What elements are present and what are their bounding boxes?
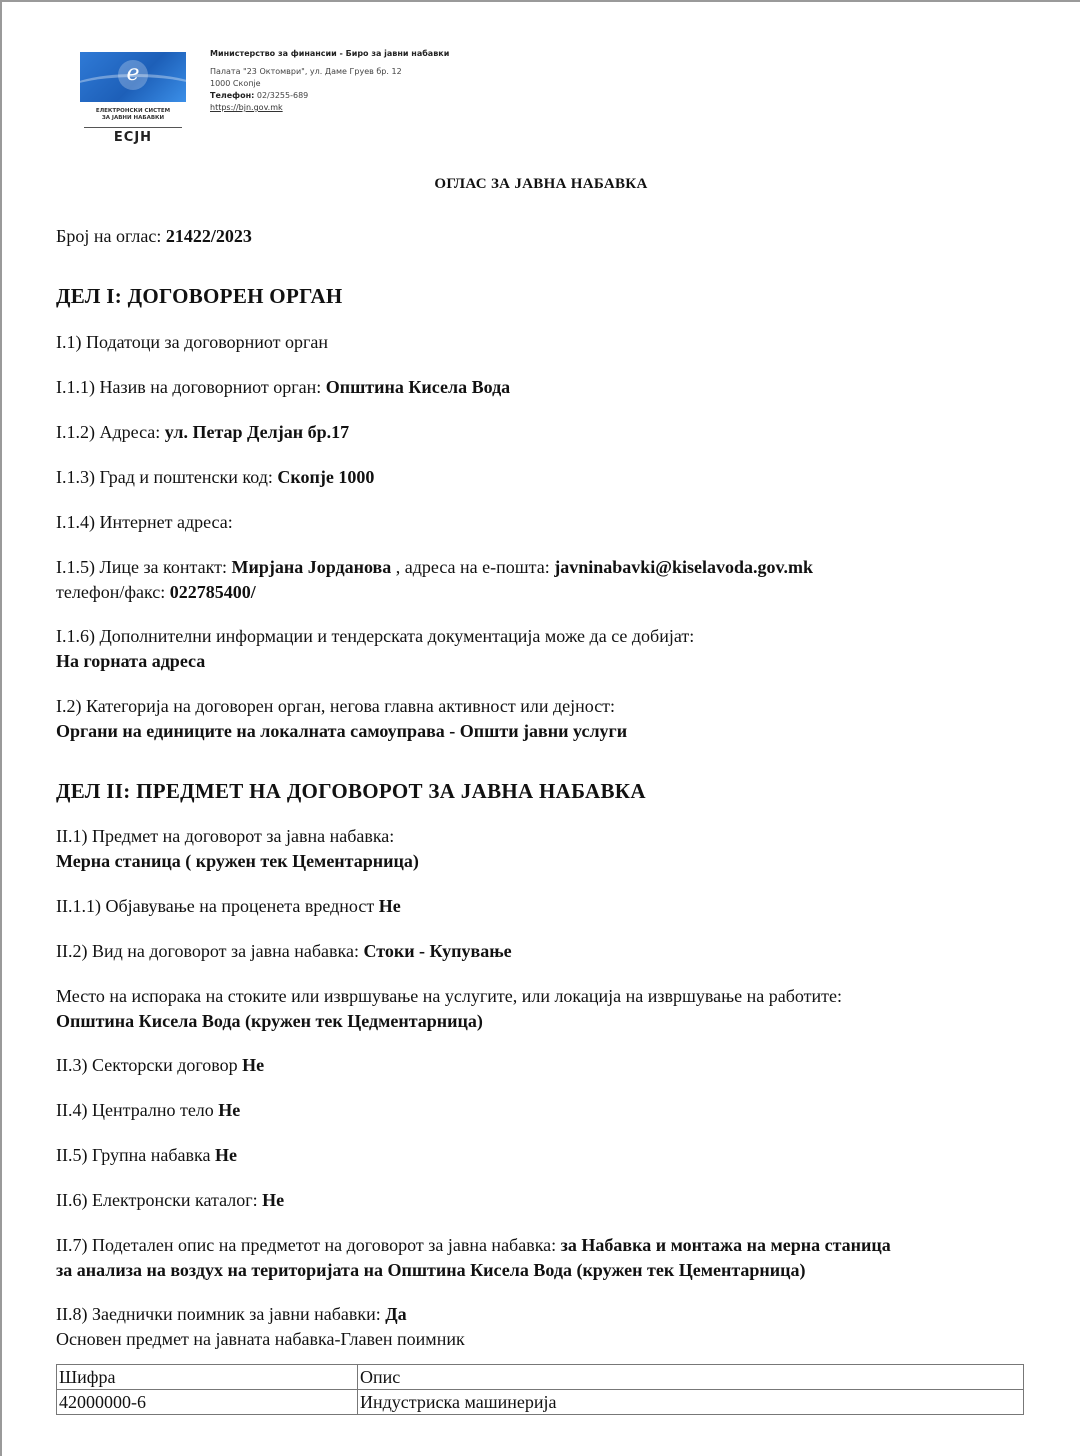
ii2-row bbox=[56, 939, 1016, 964]
logo-emblem bbox=[80, 52, 186, 102]
org-phone-value: 02/3255-689 bbox=[256, 91, 309, 100]
notice-number-value: 21422/2023 bbox=[165, 226, 252, 246]
ii5-label: II.5) Групна набавка bbox=[56, 1145, 211, 1165]
org-address-line2: 1000 Скопје bbox=[210, 79, 261, 88]
notice-number-label: Број на оглас: bbox=[56, 226, 162, 246]
ii3-value: Не bbox=[242, 1055, 265, 1075]
cpv-header-description: Опис bbox=[358, 1365, 1024, 1390]
org-info bbox=[210, 48, 449, 114]
i15-row bbox=[56, 555, 1016, 605]
part1-heading: ДЕЛ I: ДОГОВОРЕН ОРГАН bbox=[56, 284, 343, 308]
i2-value: Органи на единиците на локалната самоуправа - Општи јавни услуги bbox=[56, 721, 628, 741]
i13-label: I.1.3) Град и поштенски код: bbox=[56, 467, 273, 487]
i11-value: Општина Кисела Вода bbox=[325, 377, 511, 397]
ii6-label: II.6) Електронски каталог: bbox=[56, 1190, 258, 1210]
i13-row bbox=[56, 465, 1016, 490]
ii7-row bbox=[56, 1233, 1016, 1283]
cpv-table bbox=[56, 1364, 1024, 1415]
i15-phone-label: телефон/факс: bbox=[56, 582, 166, 602]
ii7-value-line2: за анализа на воздух на територијата на Општина Кисела Вода (кружен тек Цементарница) bbox=[56, 1260, 806, 1280]
document-header bbox=[80, 48, 640, 158]
logo-divider bbox=[84, 127, 182, 128]
cpv-header-code: Шифра bbox=[57, 1365, 358, 1390]
ii8-row bbox=[56, 1302, 1016, 1352]
i12-label: I.1.2) Адреса: bbox=[56, 422, 161, 442]
ii11-value: Не bbox=[378, 896, 401, 916]
part2-heading: ДЕЛ II: ПРЕДМЕТ НА ДОГОВОРОТ ЗА ЈАВНА НАБАВКА bbox=[56, 779, 646, 803]
i12-value: ул. Петар Делјан бр.17 bbox=[164, 422, 350, 442]
i15-label: I.1.5) Лице за контакт: bbox=[56, 557, 227, 577]
i1-row: I.1) Податоци за договорниот орган bbox=[56, 332, 329, 352]
cpv-code-cell: 42000000-6 bbox=[57, 1390, 358, 1415]
ii2-label: II.2) Вид на договорот за јавна набавка: bbox=[56, 941, 359, 961]
ii7-label: II.7) Подетален опис на предметот на договорот за јавна набавка: bbox=[56, 1235, 557, 1255]
i11-label: I.1.1) Назив на договорниот орган: bbox=[56, 377, 322, 397]
ii4-label: II.4) Централно тело bbox=[56, 1100, 214, 1120]
logo-abbreviation: ЕСЈН bbox=[113, 130, 153, 145]
notice-title: ОГЛАС ЗА ЈАВНА НАБАВКА bbox=[434, 176, 648, 192]
ii5-value: Не bbox=[215, 1145, 238, 1165]
org-address-line1: Палата "23 Октомври", ул. Даме Груев бр. 12 bbox=[210, 67, 402, 76]
ii4-value: Не bbox=[218, 1100, 241, 1120]
logo-e-icon: e bbox=[118, 60, 148, 90]
place-row bbox=[56, 984, 1016, 1034]
org-website-link[interactable]: https://bjn.gov.mk bbox=[210, 103, 283, 112]
logo-subtitle: ЕЛЕКТРОНСКИ СИСТЕМ ЗА ЈАВНИ НАБАВКИ bbox=[95, 108, 171, 121]
ii3-label: II.3) Секторски договор bbox=[56, 1055, 238, 1075]
ii11-label: II.1.1) Објавување на проценета вредност bbox=[56, 896, 375, 916]
i14-row: I.1.4) Интернет адреса: bbox=[56, 512, 233, 532]
ii8-value: Да bbox=[385, 1304, 407, 1324]
i16-row bbox=[56, 624, 1016, 674]
org-phone-label: Телефон: bbox=[210, 91, 255, 100]
esjn-logo bbox=[80, 52, 186, 152]
i11-row bbox=[56, 375, 1016, 400]
main-subject-label: Основен предмет на јавната набавка-Главен поимник bbox=[56, 1329, 465, 1349]
ii6-value: Не bbox=[262, 1190, 285, 1210]
i2-label: I.2) Категорија на договорен орган, негова главна активност или дејност: bbox=[56, 696, 616, 716]
ii1-label: II.1) Предмет на договорот за јавна набавка: bbox=[56, 826, 395, 846]
notice-number bbox=[56, 224, 1016, 249]
org-phone bbox=[210, 90, 449, 102]
i15-phone: 022785400/ bbox=[169, 582, 256, 602]
i15-email: javninabavki@kiselavoda.gov.mk bbox=[554, 557, 814, 577]
i2-row bbox=[56, 694, 1016, 744]
i15-name: Мирјана Јорданова bbox=[231, 557, 392, 577]
ii11-row bbox=[56, 894, 1016, 919]
cpv-description-cell: Индустриска машинерија bbox=[358, 1390, 1024, 1415]
i16-value: На горната адреса bbox=[56, 651, 206, 671]
ii7-value-line1: за Набавка и монтажа на мерна станица bbox=[560, 1235, 891, 1255]
i12-row bbox=[56, 420, 1016, 445]
ii6-row bbox=[56, 1188, 1016, 1213]
cpv-table-header bbox=[57, 1365, 1024, 1390]
ii3-row bbox=[56, 1053, 1016, 1078]
ii2-value: Стоки - Купување bbox=[363, 941, 512, 961]
i15-email-label: , адреса на е-пошта: bbox=[395, 557, 550, 577]
i13-value: Скопје 1000 bbox=[277, 467, 375, 487]
ii1-row bbox=[56, 824, 1016, 874]
place-label: Место на испорака на стоките или извршување на услугите, или локација на извршување на работите: bbox=[56, 986, 843, 1006]
ii1-value: Мерна станица ( кружен тек Цементарница) bbox=[56, 851, 419, 871]
ii4-row bbox=[56, 1098, 1016, 1123]
ii8-label: II.8) Заеднички поимник за јавни набавки: bbox=[56, 1304, 381, 1324]
org-website-row bbox=[210, 102, 449, 114]
org-name: Министерство за финансии - Биро за јавни набавки bbox=[210, 49, 450, 58]
table-row bbox=[57, 1390, 1024, 1415]
i16-label: I.1.6) Дополнителни информации и тендерската документација може да се добијат: bbox=[56, 626, 695, 646]
ii5-row bbox=[56, 1143, 1016, 1168]
place-value: Општина Кисела Вода (кружен тек Цедментарница) bbox=[56, 1011, 483, 1031]
